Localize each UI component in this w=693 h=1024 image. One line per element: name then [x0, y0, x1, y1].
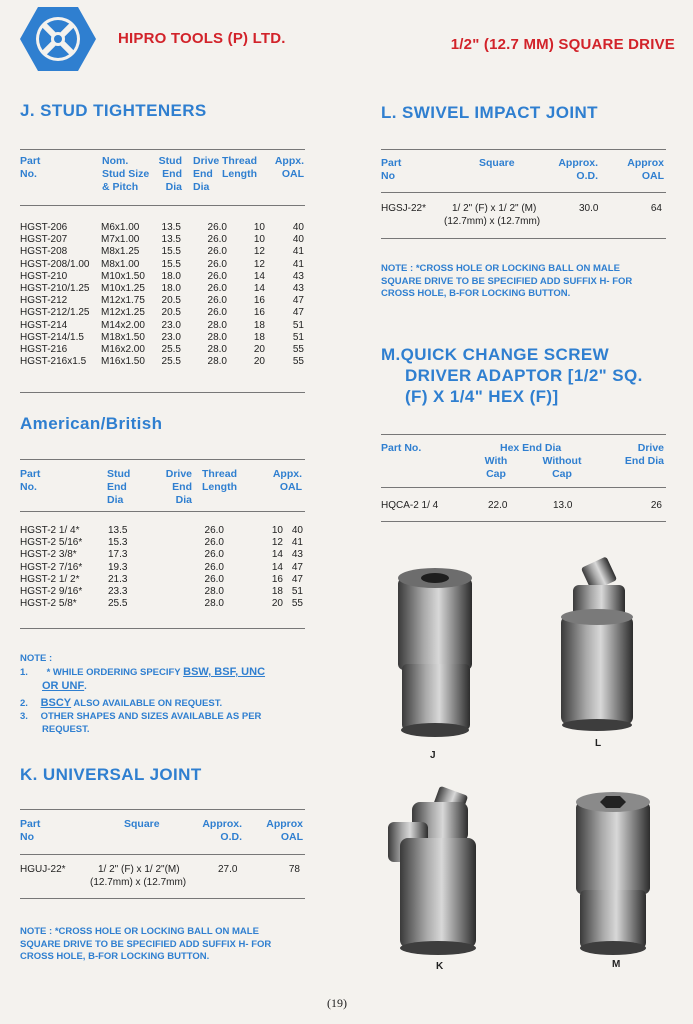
j-header-nom: Nom. Stud Size & Pitch [102, 155, 150, 193]
l-header-rule [381, 192, 666, 193]
table-cell: 15.5 [161, 258, 181, 270]
table-row [20, 525, 303, 537]
table-cell: 28.0 [207, 344, 227, 356]
table-row [20, 222, 304, 234]
m-row-part: HQCA-2 1/ 4 [381, 500, 439, 511]
page-number: (19) [327, 996, 347, 1010]
image-label-k: K [436, 961, 444, 972]
table-cell: M7x1.00 [101, 234, 140, 246]
k-note: NOTE : *CROSS HOLE OR LOCKING BALL ON MALE SQUARE DRIVE TO BE SPECIFIED ADD SUFFIX H- FOR CROSS HOLE, B-FOR LOCKING BUTTON. [20, 926, 272, 962]
table-cell: HGST-216 [20, 344, 68, 356]
m-header-drive: Drive End Dia [624, 442, 664, 467]
table-cell: 15.5 [161, 246, 181, 258]
table-row [20, 283, 304, 295]
am-data-table [20, 525, 303, 610]
table-cell: HGST-214 [20, 319, 68, 331]
table-cell: 18.0 [161, 270, 181, 282]
table-cell: HGST-2 1/ 4* [20, 525, 80, 536]
table-cell: HGST-210/1.25 [20, 283, 90, 295]
l-top-rule [381, 149, 666, 150]
table-cell: 26.0 [207, 270, 227, 282]
table-cell: 55 [291, 598, 303, 610]
table-cell: 12 [253, 246, 265, 258]
m-top-rule [381, 434, 666, 435]
table-row [20, 295, 304, 307]
table-cell: 26.0 [204, 525, 224, 536]
table-cell: HGST-212/1.25 [20, 307, 90, 319]
table-cell: 40 [292, 222, 304, 233]
section-l-title: L. SWIVEL IMPACT JOINT [381, 103, 598, 122]
table-cell: HGST-2 7/16* [20, 561, 83, 573]
table-cell: 41 [291, 537, 303, 549]
table-cell: 20 [271, 598, 283, 610]
k-header-oal: Approx OAL [266, 818, 303, 843]
table-cell: 26.0 [207, 258, 227, 270]
swivel-joint-image [555, 555, 639, 735]
table-cell: 19.3 [108, 561, 128, 573]
m-header-without: Without Cap [542, 455, 582, 480]
table-row [20, 562, 303, 574]
image-label-l: L [595, 738, 602, 749]
table-row [20, 234, 304, 246]
table-cell: 20.5 [161, 307, 181, 319]
table-cell: 18 [253, 319, 265, 331]
table-cell: 26.0 [207, 283, 227, 295]
am-header-rule [20, 511, 305, 512]
section-k-title: K. UNIVERSAL JOINT [20, 765, 202, 784]
table-cell: 25.5 [161, 344, 181, 356]
table-cell: 51 [292, 331, 304, 343]
k-row-part: HGUJ-22* [20, 864, 66, 875]
table-cell: HGST-210 [20, 270, 68, 282]
table-cell: 23.0 [161, 319, 181, 331]
table-cell: M12x1.25 [101, 307, 145, 319]
table-cell: M10x1.25 [101, 283, 145, 295]
table-cell: 26.0 [204, 573, 224, 585]
table-cell: 18.0 [161, 283, 181, 295]
table-cell: 51 [292, 319, 304, 331]
l-header-square: Square [479, 157, 515, 169]
table-cell: M8x1.00 [101, 258, 140, 270]
table-cell: 26.0 [207, 222, 227, 233]
table-cell: 20 [253, 344, 265, 356]
table-cell: 26.0 [207, 234, 227, 246]
l-header-oal: Approx OAL [627, 157, 664, 182]
table-cell: 26.0 [204, 537, 224, 549]
am-note-2: 2. BSCY ALSO AVAILABLE ON REQUEST. [20, 697, 223, 709]
table-row [20, 356, 304, 368]
table-cell: 14 [271, 549, 283, 561]
j-header-thread: Thread Length [222, 155, 258, 180]
k-header-part: Part No [20, 818, 41, 843]
am-top-rule [20, 459, 305, 460]
stud-tightener-image [392, 560, 482, 740]
m-header-rule [381, 487, 666, 488]
j-header-stud: Stud End Dia [158, 155, 182, 193]
link-or-unf[interactable]: OR UNF [42, 679, 85, 692]
table-cell: 28.0 [204, 586, 224, 598]
table-cell: HGST-214/1.5 [20, 331, 84, 343]
table-cell: M12x1.75 [101, 295, 145, 307]
table-cell: 26.0 [204, 549, 224, 561]
table-cell: 16 [253, 307, 265, 319]
table-cell: 41 [292, 246, 304, 258]
table-row [20, 246, 304, 258]
table-cell: 51 [291, 586, 303, 598]
j-top-rule [20, 149, 305, 150]
table-cell: 47 [292, 307, 304, 319]
k-row-od: 27.0 [218, 864, 238, 875]
l-row-oal: 64 [650, 203, 662, 214]
m-header-part: Part No. [381, 442, 422, 454]
table-cell: HGST-2 9/16* [20, 586, 83, 598]
k-top-rule [20, 809, 305, 810]
table-cell: 41 [292, 258, 304, 270]
american-title: American/British [20, 414, 163, 433]
m-row-with: 22.0 [488, 500, 508, 511]
m-row-without: 13.0 [553, 500, 573, 511]
table-cell: HGST-2 3/8* [20, 549, 77, 561]
table-cell: 43 [291, 549, 303, 561]
table-cell: HGST-2 5/8* [20, 598, 77, 610]
table-cell: 43 [292, 270, 304, 282]
table-cell: HGST-212 [20, 295, 68, 307]
am-bottom-rule [20, 628, 305, 629]
table-cell: 25.5 [161, 356, 181, 368]
table-row [20, 271, 304, 283]
j-bottom-rule [20, 392, 305, 393]
table-cell: 40 [291, 525, 303, 536]
table-cell: 20.5 [161, 295, 181, 307]
table-cell: 28.0 [207, 356, 227, 368]
table-cell: 15.3 [108, 537, 128, 549]
m-header-hex: Hex End Dia [500, 442, 562, 454]
l-row-od: 30.0 [579, 203, 599, 214]
l-header-part: Part No [381, 157, 402, 182]
table-cell: 40 [292, 234, 304, 246]
j-data-table [20, 222, 304, 368]
j-header-rule [20, 205, 305, 206]
table-cell: 47 [291, 573, 303, 585]
table-cell: 13.5 [108, 525, 128, 536]
table-cell: 28.0 [204, 598, 224, 610]
m-bottom-rule [381, 521, 666, 522]
image-label-j: J [430, 750, 436, 761]
table-cell: 23.3 [108, 586, 128, 598]
section-j-title: J. STUD TIGHTENERS [20, 101, 207, 120]
k-bottom-rule [20, 898, 305, 899]
l-row-square: 1/ 2" (F) x 1/ 2" (M) (12.7mm) x (12.7mm) [444, 203, 541, 227]
table-row [20, 332, 304, 344]
table-row [20, 344, 304, 356]
am-header-oal: Appx. OAL [272, 468, 302, 493]
table-cell: 28.0 [207, 331, 227, 343]
am-header-drive: Drive End Dia [165, 468, 192, 506]
table-cell: 55 [292, 344, 304, 356]
table-cell: M10x1.50 [101, 270, 145, 282]
table-cell: HGST-208 [20, 246, 68, 258]
table-cell: 47 [291, 561, 303, 573]
table-cell: 10 [253, 234, 265, 246]
table-cell: M16x1.50 [101, 356, 145, 368]
j-header-drive: Drive End Dia [193, 155, 220, 193]
table-cell: M8x1.25 [101, 246, 140, 258]
am-note-heading: NOTE : [20, 653, 53, 664]
table-cell: 47 [292, 295, 304, 307]
table-cell: 25.5 [108, 598, 128, 610]
am-note-3: 3. OTHER SHAPES AND SIZES AVAILABLE AS PER REQUEST. [20, 711, 262, 735]
table-row [20, 598, 303, 610]
link-bscy[interactable]: BSCY [40, 697, 72, 709]
quick-change-adaptor-image [568, 790, 658, 958]
table-row [20, 586, 303, 598]
table-cell: 14 [253, 283, 265, 295]
table-cell: 55 [292, 356, 304, 368]
section-m-title: M.QUICK CHANGE SCREW DRIVER ADAPTOR [1/2" SQ. (F) X 1/4" HEX (F)] [381, 345, 643, 406]
table-cell: 14 [253, 270, 265, 282]
k-header-rule [20, 854, 305, 855]
table-cell: 16 [271, 573, 283, 585]
page-drive-title: 1/2" (12.7 MM) SQUARE DRIVE [450, 36, 675, 53]
am-note-1: 1. * WHILE ORDERING SPECIFY BSW, BSF, UNC OR UNF. [20, 666, 266, 692]
table-cell: HGST-207 [20, 234, 68, 246]
table-cell: HGST-206 [20, 222, 68, 233]
table-cell: HGST-2 1/ 2* [20, 573, 80, 585]
table-cell: 21.3 [108, 573, 128, 585]
company-logo [18, 5, 98, 73]
j-header-oal: Appx. OAL [274, 155, 304, 180]
am-header-stud: Stud End Dia [107, 468, 131, 506]
table-row [20, 549, 303, 561]
l-bottom-rule [381, 238, 666, 239]
table-row [20, 574, 303, 586]
l-row-part: HGSJ-22* [381, 203, 427, 214]
k-row-oal: 78 [288, 864, 300, 875]
am-header-part: Part No. [20, 468, 41, 493]
l-note: NOTE : *CROSS HOLE OR LOCKING BALL ON MALE SQUARE DRIVE TO BE SPECIFIED ADD SUFFIX H- FOR CROSS HOLE, B-FOR LOCKING BUTTON. [381, 263, 633, 299]
table-row [20, 259, 304, 271]
image-label-m: M [612, 959, 621, 970]
table-cell: M14x2.00 [101, 319, 145, 331]
k-header-square: Square [124, 818, 160, 830]
table-cell: HGST-2 5/16* [20, 537, 83, 549]
table-cell: 28.0 [207, 319, 227, 331]
k-header-od: Approx. O.D. [202, 818, 242, 843]
table-cell: 17.3 [108, 549, 128, 561]
table-cell: 16 [253, 295, 265, 307]
universal-joint-image [382, 780, 492, 960]
table-cell: 26.0 [207, 307, 227, 319]
l-header-od: Approx. O.D. [558, 157, 598, 182]
table-cell: 12 [253, 258, 265, 270]
j-header-part: Part No. [20, 155, 41, 180]
am-header-thread: Thread Length [202, 468, 238, 493]
table-cell: 18 [253, 331, 265, 343]
table-cell: M18x1.50 [101, 331, 145, 343]
m-row-drive: 26 [650, 500, 662, 511]
table-cell: 12 [271, 537, 283, 549]
table-cell: 26.0 [207, 295, 227, 307]
table-cell: 26.0 [207, 246, 227, 258]
table-cell: 20 [253, 356, 265, 368]
table-row [20, 307, 304, 319]
table-cell: 23.0 [161, 331, 181, 343]
table-cell: HGST-208/1.00 [20, 258, 90, 270]
table-cell: 18 [271, 586, 283, 598]
table-cell: HGST-216x1.5 [20, 356, 87, 368]
table-row [20, 537, 303, 549]
link-bsw-bsf-unc[interactable]: BSW, BSF, UNC [183, 666, 266, 678]
table-row [20, 320, 304, 332]
table-cell: 10 [271, 525, 283, 536]
table-cell: 10 [253, 222, 265, 233]
table-cell: 26.0 [204, 561, 224, 573]
company-name: HIPRO TOOLS (P) LTD. [118, 30, 286, 47]
table-cell: M6x1.00 [101, 222, 140, 233]
m-header-with: With Cap [484, 455, 508, 480]
table-cell: 13.5 [161, 234, 181, 246]
table-cell: 14 [271, 561, 283, 573]
table-cell: M16x2.00 [101, 344, 145, 356]
k-row-square: 1/ 2" (F) x 1/ 2"(M) (12.7mm) x (12.7mm) [90, 864, 187, 888]
table-cell: 13.5 [161, 222, 181, 233]
table-cell: 43 [292, 283, 304, 295]
